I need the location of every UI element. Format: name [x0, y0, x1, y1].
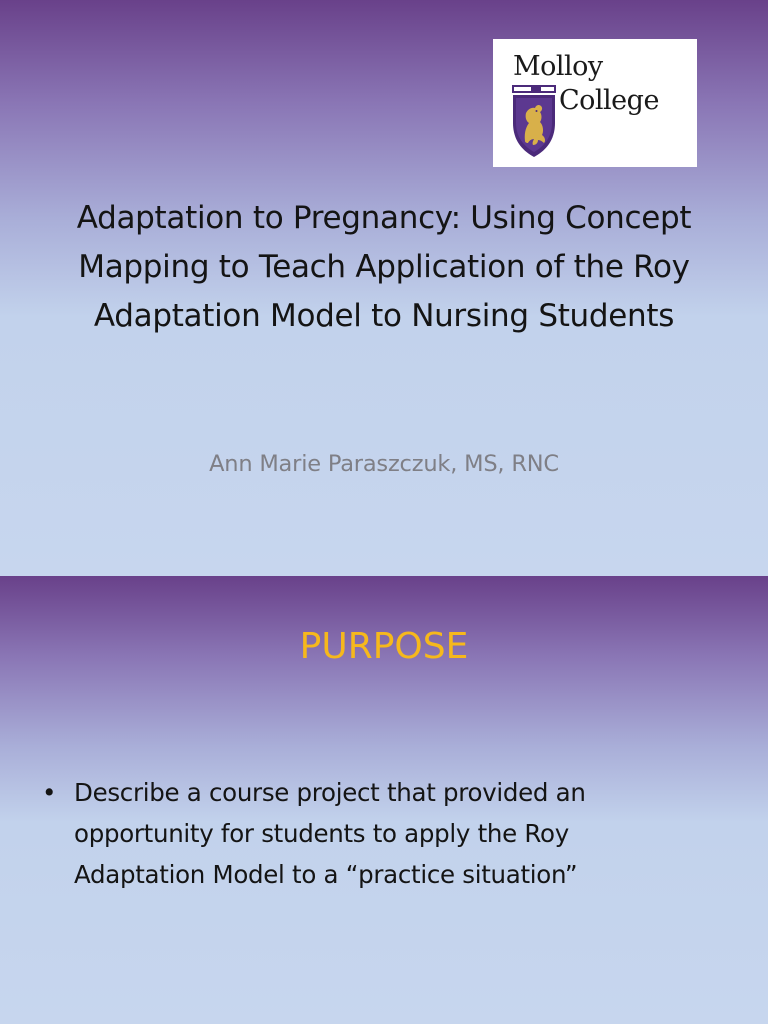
bullet-list — [40, 772, 700, 895]
purpose-slide — [0, 576, 768, 1024]
bullet-text: Describe a course project that provided an opportunity for students to apply the Roy Adaptation Model to a “practice situation” — [74, 778, 586, 889]
bullet-item — [40, 772, 700, 895]
logo-line-molloy: Molloy — [513, 51, 603, 82]
molloy-college-logo — [493, 39, 697, 167]
presentation-title: Adaptation to Pregnancy: Using Concept Mapping to Teach Application of the Roy Adaptation Model to Nursing Students — [76, 200, 692, 334]
slide-heading: PURPOSE — [299, 626, 469, 667]
presenter-name: Ann Marie Paraszczuk, MS, RNC — [209, 451, 559, 477]
bullet-dot-icon: • — [42, 778, 57, 807]
heraldic-shield-lion-icon — [511, 85, 557, 159]
logo-line-college: College — [559, 85, 659, 116]
